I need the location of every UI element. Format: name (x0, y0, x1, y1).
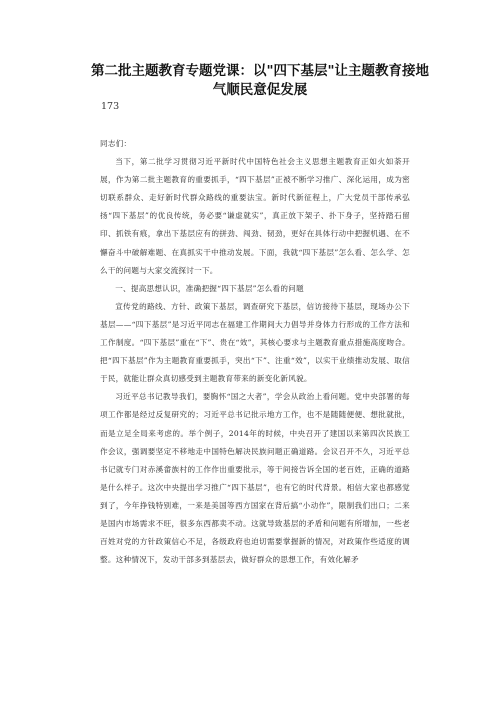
body-paragraph: 习近平总书记教导我们，要胸怀“国之大者”，学会从政治上看问题。党中央部署的每项工作都是经过反复研究的；习近平总书记批示地方工作，也不是随随便便、想批就批，而是立足全局来考虑的。举个例子，2014年的时候，中央召开了建国以来第四次民族工作会议，强调要坚定不移地走中国特色解决民族问题正确道路。会议召开不久，习近平总书记就专门对赤溪畲族村的工作作出重要批示，等于间接告诉全国的老百姓，正确的道路是什么样子。这次中央提出学习推广“四下基层”，也有它的时代背景。相信大家也都感觉到了，今年挣钱特别难，一来是美国等西方国家在背后搞“小动作”，限制我们出口；二来是国内市场需求不旺，很多东西都卖不动。这就导致基层的矛盾和问题有所增加，一些老百姓对党的方针政策信心不足，各级政府也迫切需要掌握新的情况，对政策作些适度的调整。这种情况下，发动干部多到基层去，做好群众的思想工作，有效化解矛 (100, 392, 410, 565)
document-body (100, 135, 410, 569)
section-heading: 一、提高思想认识，准确把握“四下基层”怎么看的问题 (115, 283, 304, 293)
body-paragraph: 当下，第二批学习贯彻习近平新时代中国特色社会主义思想主题教育正如火如荼开展，作为第二批主题教育的重要抓手，“四下基层”正被不断学习推广、深化运用，成为密切联系群众、走好新时代群众路线的重要法宝。新时代新征程上，广大党员干部传承弘扬“四下基层”的优良传统，务必要“谦虚就实”，真正放下架子、扑下身子，坚持踏石留印、抓铁有痕，拿出下基层应有的拼劲、闯劲、韧劲，更好在具体行动中把握机遇、在不懈奋斗中破解难题、在真抓实干中推动发展。下面，我就“四下基层”怎么看、怎么学、怎么干的问题与大家交流探讨一下。 (100, 157, 410, 275)
salutation: 同志们： (100, 139, 132, 148)
page-number: 173 (101, 101, 120, 112)
body-paragraph: 宣传党的路线、方针、政策下基层，调查研究下基层，信访接待下基层，现场办公下基层——“四下基层”是习近平同志在福建工作期间大力倡导并身体力行形成的工作方法和工作制度。“四下基层”重在“下”、贵在“效”，其核心要求与主题教育重点措施高度吻合。把“四下基层”作为主题教育重要抓手，突出“下”、注重“效”，以实干业绩推动发展、取信于民，就能让群众真切感受到主题教育带来的新变化新风貌。 (100, 301, 410, 384)
document-title: 第二批主题教育专题党课：以"四下基层"让主题教育接地气顺民意促发展 (90, 63, 430, 98)
